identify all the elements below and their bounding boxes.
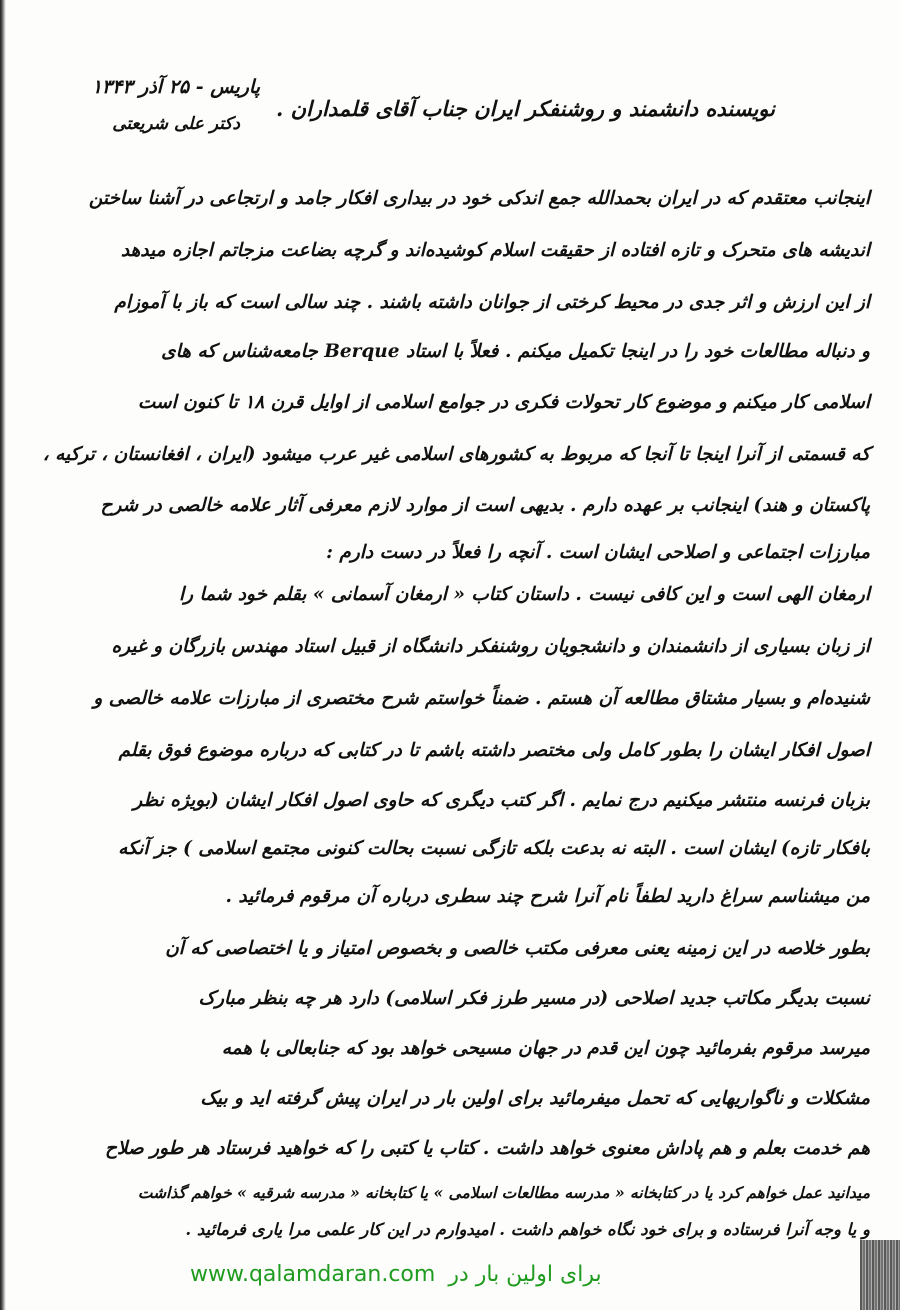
letter-author: دکتر علی شریعتی — [112, 114, 240, 134]
letter-line: ارمغان الهی است و این کافی نیست . داستان کتاب « ارمغان آسمانی » بقلم خود شما را — [178, 584, 870, 605]
letter-line: بافکار تازه) ایشان است . البته نه بدعت بلکه تازگی نسبت بحالت کنونی مجتمع اسلامی ) جز آنکه — [118, 838, 870, 859]
letter-line: میدانید عمل خواهم کرد یا در کتابخانه « مدرسه مطالعات اسلامی » یا کتابخانه « مدرسه شرقیه » خواهم گذاشت — [137, 1183, 870, 1202]
letter-line: مبارزات اجتماعی و اصلاحی ایشان است . آنچه را فعلاً در دست دارم : — [326, 542, 870, 563]
letter-line: از زبان بسیاری از دانشمندان و دانشجویان روشنفکر دانشگاه از قبیل استاد مهندس بازرگان و غیره — [111, 636, 870, 657]
letter-line: مشکلات و ناگواریهایی که تحمل میفرمائید برای اولین بار در ایران پیش گرفته اید و بیک — [200, 1088, 870, 1109]
letter-line: اندیشه های متحرک و تازه افتاده از حقیقت اسلام کوشیده‌اند و گرچه بضاعت مزجاتم اجازه میدهد — [120, 240, 870, 261]
letter-line: من میشناسم سراغ دارید لطفاً نام آنرا شرح چند سطری درباره آن مرقوم فرمائید . — [225, 886, 870, 907]
letter-line: اینجانب معتقدم که در ایران بحمدالله جمع اندکی خود در بیداری افکار جامد و ارتجاعی در آشنا ساختن — [88, 188, 870, 209]
site-watermark — [190, 1262, 602, 1287]
letter-line: شنیده‌ام و بسیار مشتاق مطالعه آن هستم . ضمناً خواستم شرح مختصری از مبارزات علامه خالصی و — [93, 688, 870, 709]
letter-line: و دنباله مطالعات خود را در اینجا تکمیل میکنم . فعلاً با استاد Berque جامعه‌شناس که های — [161, 341, 870, 362]
watermark-url: www.qalamdaran.com — [190, 1262, 436, 1287]
letter-line: اسلامی کار میکنم و موضوع کار تحولات فکری در جوامع اسلامی از اوایل قرن ۱۸ تا کنون است — [137, 392, 870, 413]
letter-line: که قسمتی از آنرا اینجا تا آنجا که مربوط به کشورهای اسلامی غیر عرب میشود (ایران ، افغانستان ، ترکیه ، — [42, 444, 870, 465]
letter-line: میرسد مرقوم بفرمائید چون این قدم در جهان مسیحی خواهد بود که جنابعالی با همه — [221, 1038, 870, 1059]
letter-line: اصول افکار ایشان را بطور کامل ولی مختصر داشته باشم تا در کتابی که درباره موضوع فوق بقلم — [118, 740, 870, 761]
scan-edge — [0, 0, 6, 1310]
letter-line: هم خدمت بعلم و هم پاداش معنوی خواهد داشت . کتاب یا کتبی را که خواهید فرستاد هر طور صلاح — [105, 1138, 870, 1159]
letter-line: از این ارزش و اثر جدی در محیط کرختی از جوانان داشته باشند . چند سالی است که باز با آموزام — [114, 292, 870, 313]
letter-line: و یا وجه آنرا فرستاده و برای خود نگاه خواهم داشت . امیدوارم در این کار علمی مرا یاری فرمائید . — [185, 1220, 870, 1239]
scan-artifact — [860, 1240, 900, 1310]
letter-line: بطور خلاصه در این زمینه یعنی معرفی مکتب خالصی و بخصوص امتیاز و یا اختصاصی که آن — [165, 938, 870, 959]
letter-line: بزبان فرنسه منتشر میکنیم درج نمایم . اگر کتب دیگری که حاوی اصول افکار ایشان (بویژه نظر — [133, 790, 870, 811]
watermark-text: برای اولین بار در — [448, 1262, 602, 1287]
letter-date: پاریس - ۲۵ آذر ۱۳۴۳ — [91, 76, 260, 98]
letter-line: پاکستان و هند) اینجانب بر عهده دارم . بدیهی است از موارد لازم معرفی آثار علامه خالصی در شرح — [100, 495, 870, 516]
letter-line: نسبت بدیگر مکاتب جدید اصلاحی (در مسیر طرز فکر اسلامی) دارد هر چه بنظر مبارک — [198, 988, 870, 1009]
letter-salutation: نویسنده دانشمند و روشنفکر ایران جناب آقای قلمداران . — [276, 96, 775, 121]
